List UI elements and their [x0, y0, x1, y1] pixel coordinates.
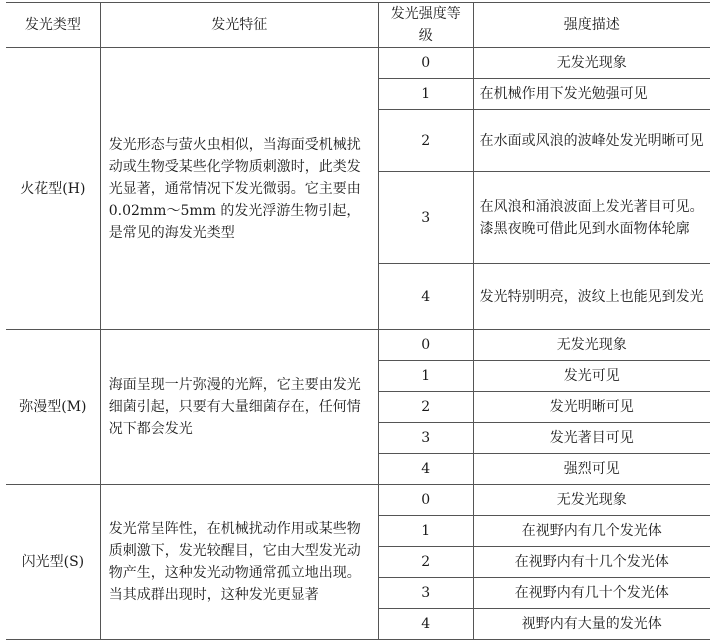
desc-cell: 在视野内有几个发光体 — [473, 516, 710, 547]
table-row — [6, 485, 710, 516]
desc-cell: 发光可见 — [473, 361, 710, 392]
level-cell: 1 — [378, 79, 473, 110]
header-feature: 发光特征 — [100, 3, 378, 48]
level-cell: 0 — [378, 48, 473, 79]
level-cell: 2 — [378, 110, 473, 172]
table-row — [6, 48, 710, 79]
desc-cell: 无发光现象 — [473, 330, 710, 361]
type-cell: 弥漫型(M) — [6, 330, 100, 485]
level-cell: 2 — [378, 547, 473, 578]
desc-cell: 发光明晰可见 — [473, 392, 710, 423]
level-cell: 3 — [378, 578, 473, 609]
desc-cell: 在水面或风浪的波峰处发光明晰可见 — [473, 110, 710, 172]
level-cell: 3 — [378, 423, 473, 454]
level-cell: 4 — [378, 609, 473, 640]
type-cell: 闪光型(S) — [6, 485, 100, 640]
header-level: 发光强度等级 — [378, 3, 473, 48]
desc-cell: 发光特别明亮，波纹上也能见到发光 — [473, 264, 710, 330]
desc-cell: 发光著目可见 — [473, 423, 710, 454]
desc-cell: 视野内有大量的发光体 — [473, 609, 710, 640]
table-row — [6, 330, 710, 361]
level-cell: 1 — [378, 361, 473, 392]
header-type: 发光类型 — [6, 3, 100, 48]
luminescence-table — [6, 2, 710, 640]
desc-cell: 无发光现象 — [473, 48, 710, 79]
level-cell: 4 — [378, 454, 473, 485]
level-cell: 0 — [378, 330, 473, 361]
desc-cell: 在风浪和涌浪波面上发光著目可见。漆黑夜晚可借此见到水面物体轮廓 — [473, 172, 710, 264]
feature-cell: 海面呈现一片弥漫的光辉，它主要由发光细菌引起，只要有大量细菌存在，任何情况下都会发光 — [100, 330, 378, 485]
desc-cell: 在视野内有十几个发光体 — [473, 547, 710, 578]
feature-cell: 发光形态与萤火虫相似，当海面受机械扰动或生物受某些化学物质刺激时，此类发光显著，通常情况下发光微弱。它主要由 0.02mm～5mm 的发光浮游生物引起，是常见的海发光类型 — [100, 48, 378, 330]
desc-cell: 在视野内有几十个发光体 — [473, 578, 710, 609]
level-cell: 3 — [378, 172, 473, 264]
desc-cell: 强烈可见 — [473, 454, 710, 485]
type-cell: 火花型(H) — [6, 48, 100, 330]
desc-cell: 在机械作用下发光勉强可见 — [473, 79, 710, 110]
level-cell: 1 — [378, 516, 473, 547]
header-desc: 强度描述 — [473, 3, 710, 48]
level-cell: 0 — [378, 485, 473, 516]
header-row — [6, 3, 710, 48]
level-cell: 4 — [378, 264, 473, 330]
desc-cell: 无发光现象 — [473, 485, 710, 516]
level-cell: 2 — [378, 392, 473, 423]
feature-cell: 发光常呈阵性，在机械扰动作用或某些物质刺激下，发光较醒目，它由大型发光动物产生，这种发光动物通常孤立地出现。当其成群出现时，这种发光更显著 — [100, 485, 378, 640]
